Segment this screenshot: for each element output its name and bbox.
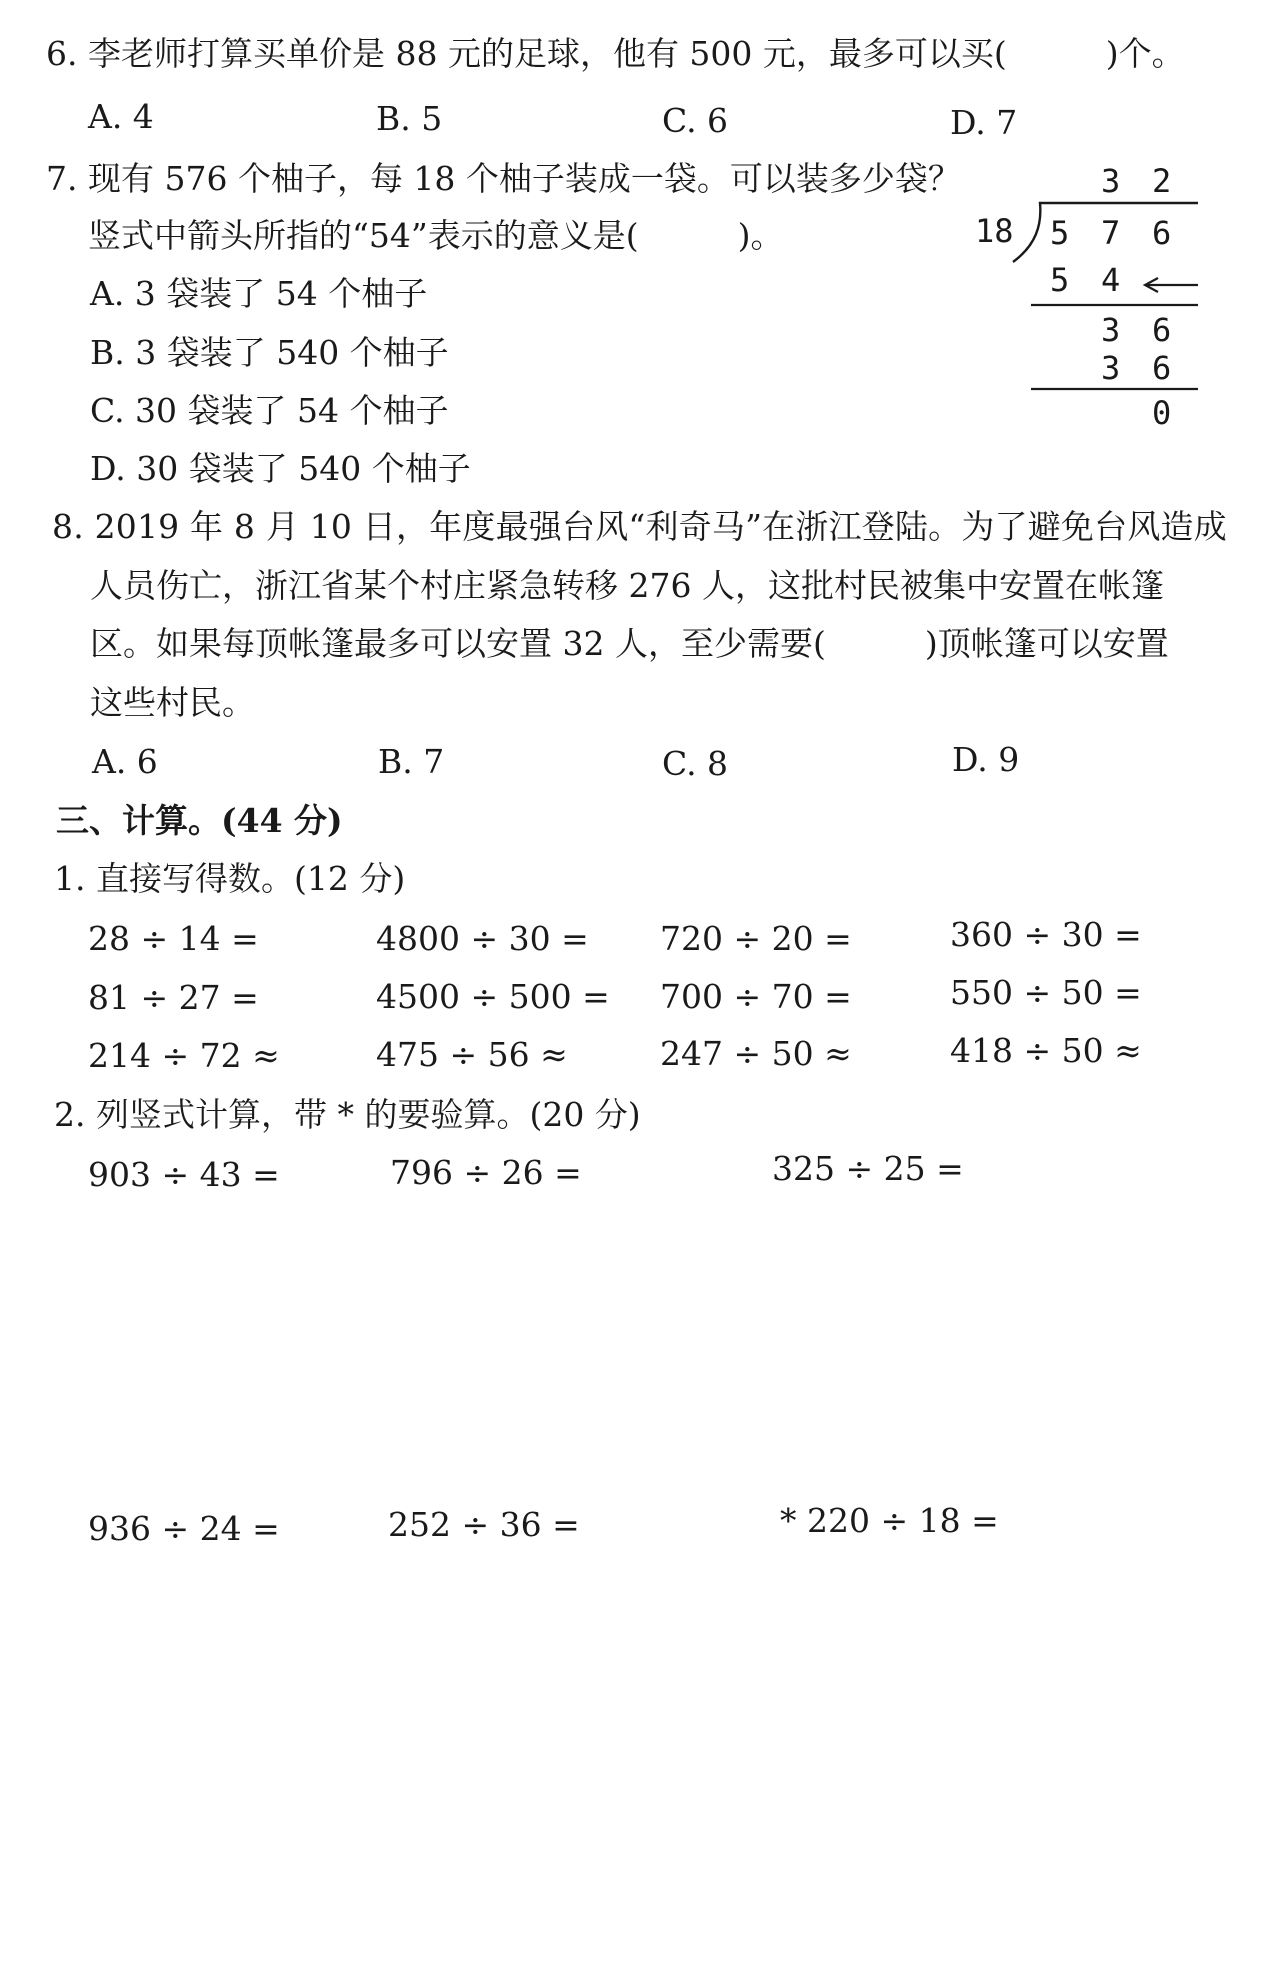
direct-calc-item: 4800 ÷ 30 = [376, 919, 589, 958]
quotient-digit: 2 [1152, 162, 1172, 200]
step2-digit: 6 [1152, 311, 1172, 349]
section3-title: 三、计算。(44 分) [56, 801, 343, 840]
direct-calc-item: 28 ÷ 14 = [88, 919, 259, 958]
q8-line1: 8. 2019 年 8 月 10 日，年度最强台风“利奇马”在浙江登陆。为了避免台风造成 [52, 507, 1227, 546]
step3-digit: 6 [1152, 349, 1172, 387]
direct-calc-item: 4500 ÷ 500 = [376, 977, 610, 1016]
direct-calc-item: 81 ÷ 27 = [88, 978, 259, 1017]
direct-calc-item: 247 ÷ 50 ≈ [660, 1034, 852, 1073]
direct-calc-item: 475 ÷ 56 ≈ [376, 1035, 568, 1074]
divisor: 18 [975, 212, 1014, 250]
remainder: 0 [1152, 394, 1172, 432]
step3-digit: 3 [1101, 349, 1121, 387]
dividend-digit: 6 [1152, 214, 1172, 252]
q8-line3: 区。如果每顶帐篷最多可以安置 32 人，至少需要( )顶帐篷可以安置 [90, 624, 1169, 663]
q8-option-a: A. 6 [92, 742, 158, 781]
q7-stem-line2: 竖式中箭头所指的“54”表示的意义是( )。 [88, 216, 784, 255]
q7-option-c: C. 30 袋装了 54 个柚子 [90, 391, 449, 430]
direct-calc-item: 700 ÷ 70 = [660, 977, 852, 1016]
vertical-calc-item: 936 ÷ 24 = [88, 1509, 280, 1548]
q7-option-d: D. 30 袋装了 540 个柚子 [90, 449, 471, 488]
q6-option-d: D. 7 [950, 103, 1018, 142]
dividend-digit: 5 [1050, 214, 1070, 252]
q8-option-b: B. 7 [378, 742, 445, 781]
vertical-calc-item: 796 ÷ 26 = [390, 1153, 582, 1192]
dividend-digit: 7 [1101, 214, 1121, 252]
direct-calc-item: 550 ÷ 50 = [950, 973, 1142, 1012]
direct-calc-item: 360 ÷ 30 = [950, 915, 1142, 954]
q6-option-b: B. 5 [376, 99, 443, 138]
q6-option-c: C. 6 [662, 101, 729, 140]
vertical-calc-item: 903 ÷ 43 = [88, 1155, 280, 1194]
q8-option-d: D. 9 [952, 740, 1020, 779]
step1-digit: 4 [1101, 261, 1121, 299]
q7-stem-line1: 7. 现有 576 个柚子，每 18 个柚子装成一袋。可以装多少袋？ [46, 159, 961, 198]
quotient-digit: 3 [1101, 162, 1121, 200]
step1-digit: 5 [1050, 261, 1070, 299]
q7-option-a: A. 3 袋装了 54 个柚子 [90, 274, 428, 313]
vertical-calc-item: 252 ÷ 36 = [388, 1505, 580, 1544]
q6-option-a: A. 4 [88, 97, 154, 136]
step2-digit: 3 [1101, 311, 1121, 349]
q8-line4: 这些村民。 [90, 683, 255, 722]
vertical-calc-item: * 220 ÷ 18 = [780, 1501, 999, 1540]
vertical-calc-item: 325 ÷ 25 = [772, 1149, 964, 1188]
part1-title: 1. 直接写得数。(12 分) [54, 859, 406, 898]
direct-calc-item: 418 ÷ 50 ≈ [950, 1031, 1142, 1070]
q8-option-c: C. 8 [662, 744, 729, 783]
q8-line2: 人员伤亡，浙江省某个村庄紧急转移 276 人，这批村民被集中安置在帐篷 [90, 566, 1164, 605]
q7-option-b: B. 3 袋装了 540 个柚子 [90, 333, 449, 372]
direct-calc-item: 720 ÷ 20 = [660, 919, 852, 958]
q6-stem: 6. 李老师打算买单价是 88 元的足球，他有 500 元，最多可以买( )个。 [46, 34, 1185, 73]
direct-calc-item: 214 ÷ 72 ≈ [88, 1036, 280, 1075]
part2-title: 2. 列竖式计算，带 * 的要验算。(20 分) [54, 1095, 641, 1134]
